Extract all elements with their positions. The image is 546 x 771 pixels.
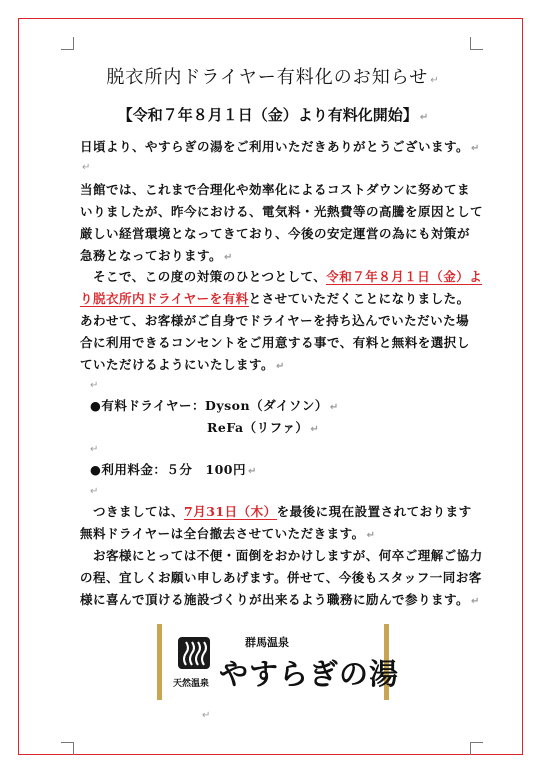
blank-line[interactable]: ↵: [90, 486, 99, 497]
highlight-removal-date: 7月31日（木）: [184, 504, 277, 519]
document-subtitle[interactable]: 【令和７年８月１日（金）より有料化開始】 ↵: [117, 106, 429, 124]
paragraph-line[interactable]: いりましたが、昨今における、電気料・光熱費等の高騰を原因として: [80, 204, 484, 219]
facility-logo: [157, 624, 400, 700]
paragraph-line[interactable]: お客様にとっては不便・面倒をおかけしますが、何卒ご理解ご協力: [80, 548, 483, 563]
blank-line[interactable]: ↵: [90, 444, 99, 455]
paragraph-line[interactable]: り脱衣所内ドライヤーを有料とさせていただくことになりました。: [80, 291, 470, 306]
paragraph-line[interactable]: つきましては、7月31日（木）を最後に現在設置されております: [80, 504, 472, 519]
logo-name-text: やすらぎの湯: [219, 657, 400, 691]
paragraph-line[interactable]: 様に喜んで頂ける施設づくりが出来るよう職務に励んで参ります。 ↵: [80, 592, 480, 607]
highlight-paid-dryer: り脱衣所内ドライヤーを有料: [80, 291, 249, 306]
logo-region-text: 群馬温泉: [245, 636, 289, 649]
paragraph-line[interactable]: 急務となっております。 ↵: [80, 248, 233, 263]
paragraph-line[interactable]: あわせて、お客様がご自身でドライヤーを持ち込んでいただいた場: [80, 313, 470, 328]
blank-line[interactable]: ↵: [82, 162, 91, 173]
dryer-info-line-2[interactable]: ReFa（リファ） ↵: [207, 420, 320, 435]
logo-gold-bar-left: [157, 624, 162, 700]
document-title[interactable]: 脱衣所内ドライヤー有料化のお知らせ ↵: [106, 67, 440, 88]
crop-mark-bottom-right: [470, 742, 483, 755]
greeting-line[interactable]: 日頃より、やすらぎの湯をご利用いただきありがとうございます。 ↵: [80, 139, 480, 154]
paragraph-line[interactable]: そこで、この度の対策のひとつとして、令和７年８月１日（金）よ: [80, 269, 483, 284]
crop-mark-top-left: [61, 37, 74, 50]
crop-mark-bottom-left: [61, 742, 74, 755]
blank-line[interactable]: ↵: [202, 710, 211, 721]
fee-line[interactable]: ●利用料金：５分 100円 ↵: [90, 462, 257, 477]
paragraph-line[interactable]: 厳しい経営環境となってきており、今後の安定運営の為にも対策が: [80, 226, 471, 241]
hot-spring-icon: [177, 636, 211, 670]
dryer-info-line[interactable]: ●有料ドライヤー：Dyson（ダイソン） ↵: [90, 398, 339, 413]
paragraph-line[interactable]: 無料ドライヤーは全台撤去させていただきます。 ↵: [80, 526, 376, 541]
highlight-start-date: 令和７年８月１日（金）よ: [326, 269, 483, 284]
paragraph-line[interactable]: の程、宜しくお願い申しあげます。併せて、今後もスタッフ一同お客: [80, 570, 482, 585]
crop-mark-top-right: [470, 37, 483, 50]
paragraph-line[interactable]: 合に利用できるコンセントをご用意する事で、有料と無料を選択し: [80, 335, 470, 350]
paragraph-line[interactable]: ていただけるようにいたします。 ↵: [80, 357, 285, 372]
logo-badge-text: 天然温泉: [173, 679, 210, 689]
blank-line[interactable]: ↵: [90, 380, 99, 391]
paragraph-line[interactable]: 当館では、これまで合理化や効率化によるコストダウンに努めてま: [80, 182, 471, 197]
